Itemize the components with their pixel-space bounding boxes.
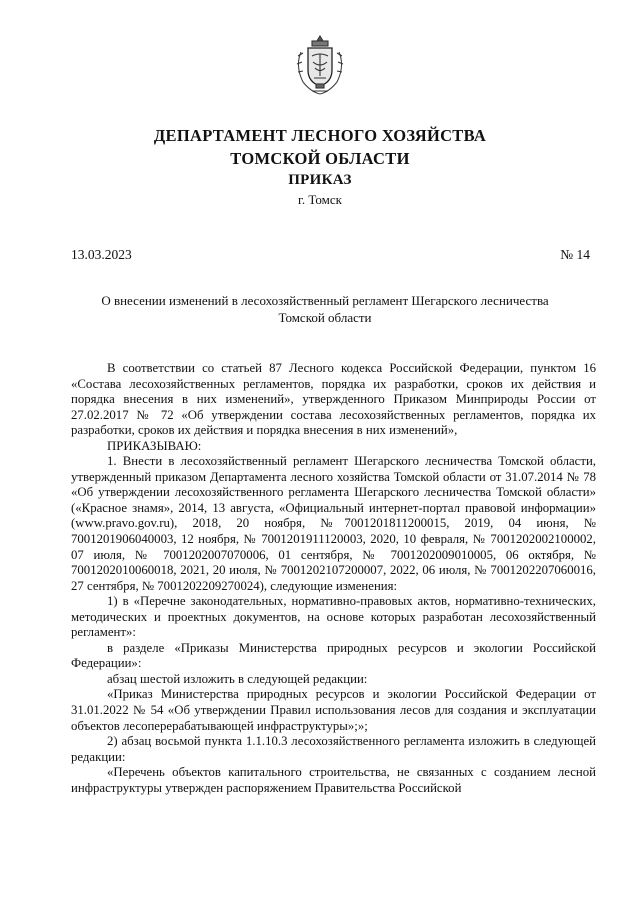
city: г. Томск [298,192,342,207]
org-name-line1: ДЕПАРТАМЕНТ ЛЕСНОГО ХОЗЯЙСТВА [153,126,487,145]
document-type: ПРИКАЗ [288,172,352,188]
paragraph: В соответствии со статьей 87 Лесного кодекса Российской Федерации, пунктом 16 «Состава лесохозяйственных регламентов, порядка их разработки, сроков их действия и порядка внесения в них изменений», утвержденного Приказом Минприроды России от 27.02.2017 № 72 «Об утверждении состава лесохозяйственных регламентов, порядка их разработки, сроков их действия и порядка внесения в них изменений», [71,361,596,438]
paragraph: в разделе «Приказы Министерства природных ресурсов и экологии Российской Федерации»: [71,640,596,671]
subject-line: О внесении изменений в лесохозяйственный регламент Шегарского лесничества [101,293,549,308]
paragraph: «Перечень объектов капитального строительства, не связанных с созданием лесной инфраструктуры утвержден распоряжением Правительства Российской [71,765,596,795]
org-name-line2: ТОМСКОЙ ОБЛАСТИ [230,149,410,168]
paragraph: 1. Внести в лесохозяйственный регламент Шегарского лесничества Томской области, утвержденный приказом Департамента лесного хозяйства Томской области от 31.07.2014 № 78 «Об утверждении лесохозяйственного регламента Шегарского лесничества Томской области» («Красное знамя», 2014, 13 августа, «Официальный интернет-портал правовой информации» (www.pravo.gov.ru), 2018, 20 ноября, №7001201811200015, 2019, 04 июня, № 7001201906040003, 12 ноября, № 7001201911120003, 2020, 10 февраля, № 7001202002100002, 07 июля, № 7001202007070006, 01 сентября, № 7001202009010005, 06 октября, № 7001202010060018, 2021, 20 июля, № 7001202107200007, 2022, 06 июля, № 7001202207060016, 27 сентября, № 7001202209270024), следующие изменения: [71,454,596,593]
paragraph-order: ПРИКАЗЫВАЮ: [107,438,202,453]
paragraph: «Приказ Министерства природных ресурсов и экологии Российской Федерации от 31.01.2022 № 54 «Об утверждении Правил использования лесов для создания и эксплуатации объектов лесоперерабатывающей инфраструктуры»;»; [71,687,596,733]
paragraph: 1) в «Перечне законодательных, нормативно-правовых актов, нормативно-технических, методических и проектных документов, на основе которых разработан лесохозяйственный регламент»: [71,594,596,640]
paragraph: абзац шестой изложить в следующей редакции: [107,671,368,686]
document-body [71,361,596,796]
tomsk-coat-of-arms-icon [295,34,345,96]
document-number: № 14 [560,247,590,262]
document-date: 13.03.2023 [71,247,132,262]
subject-line: Томской области [278,310,372,325]
document-subject [80,292,570,326]
paragraph: 2) абзац восьмой пункта 1.1.10.3 лесохозяйственного регламента изложить в следующей редакции: [71,734,596,764]
